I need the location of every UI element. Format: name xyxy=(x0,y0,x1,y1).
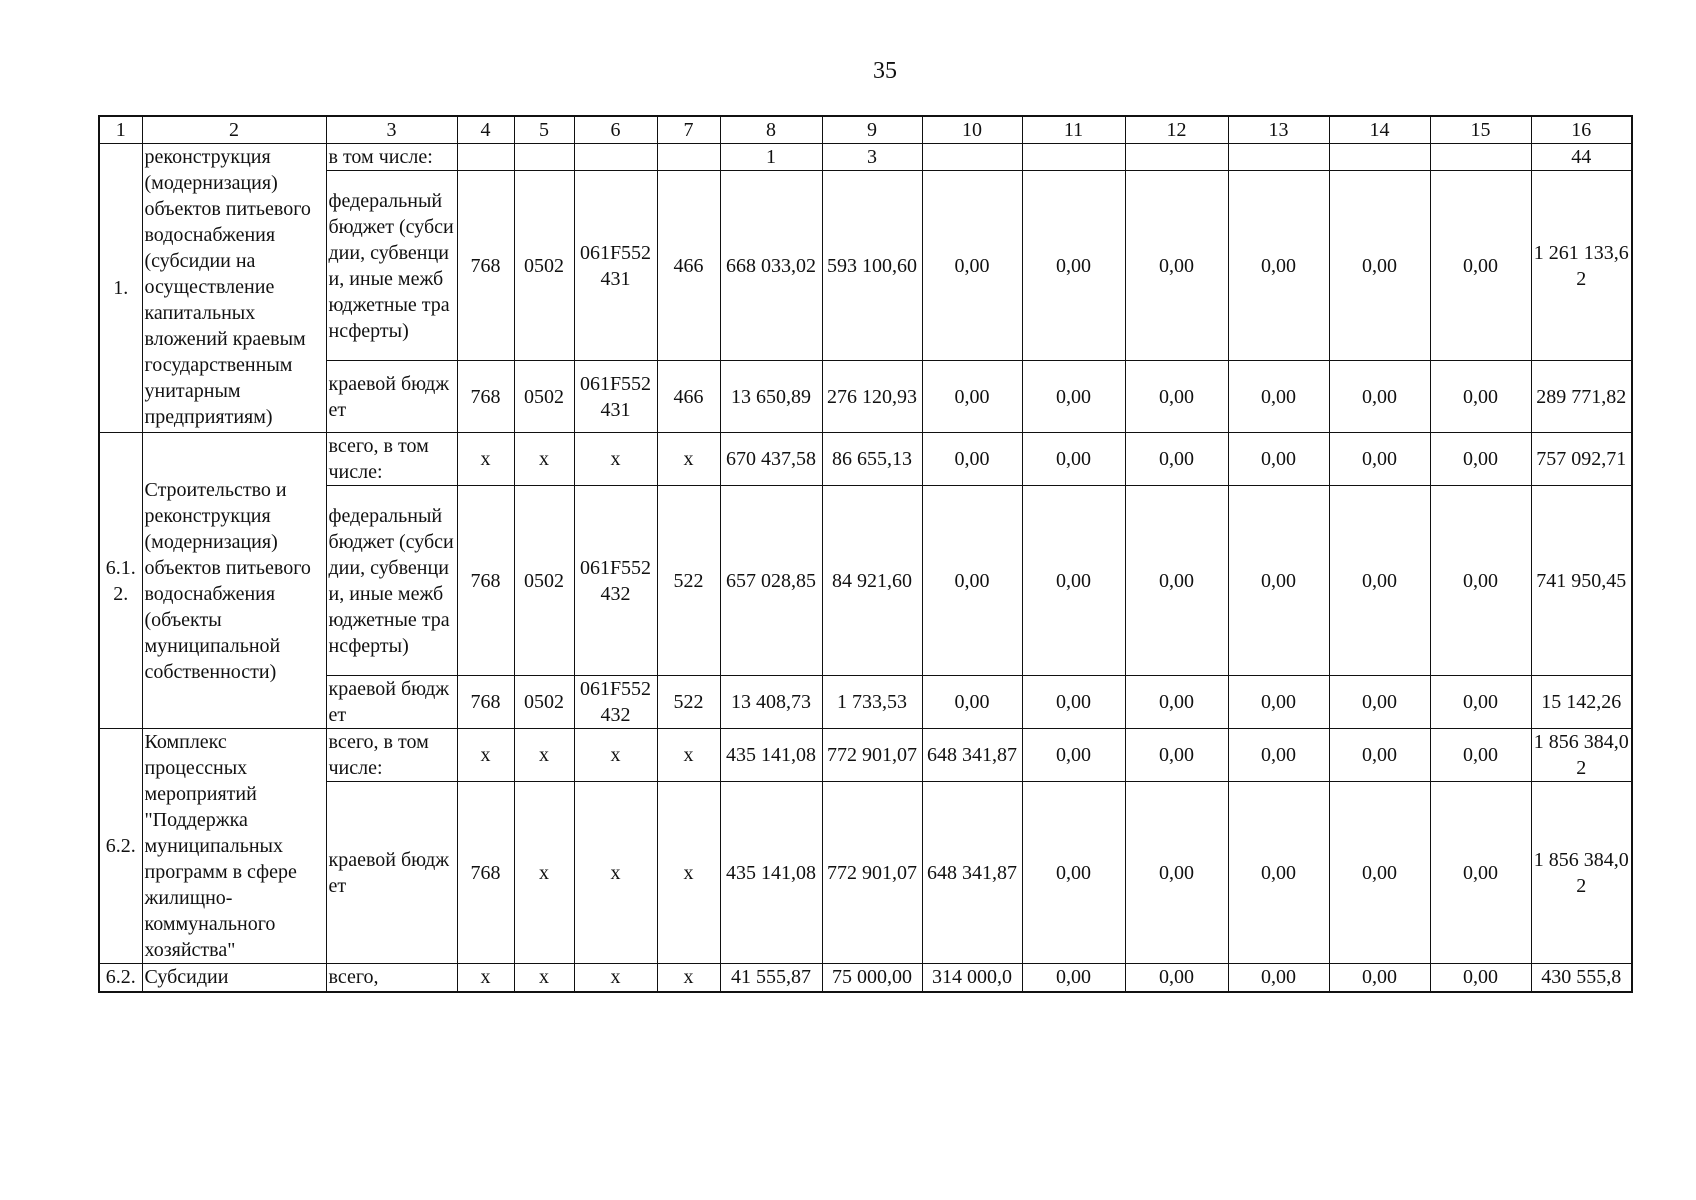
value-cell: 0,00 xyxy=(1125,171,1228,361)
value-cell: х xyxy=(514,964,574,992)
source-cell: краевой бюджет xyxy=(326,361,457,433)
value-cell: 0,00 xyxy=(922,171,1022,361)
header-cell: 4 xyxy=(457,116,514,144)
table-row xyxy=(99,433,1632,486)
value-cell: 0502 xyxy=(514,486,574,676)
value-cell: 1 856 384,02 xyxy=(1531,729,1632,782)
value-cell: 0,00 xyxy=(1125,782,1228,964)
source-cell: в том числе: xyxy=(326,144,457,171)
value-cell: 0,00 xyxy=(1329,171,1430,361)
table-row xyxy=(99,729,1632,782)
value-cell: 0,00 xyxy=(1329,486,1430,676)
value-cell: 0,00 xyxy=(1228,171,1329,361)
value-cell: х xyxy=(574,729,657,782)
value-cell: 061F552431 xyxy=(574,171,657,361)
source-cell: всего, в том числе: xyxy=(326,433,457,486)
value-cell: 0,00 xyxy=(1430,782,1531,964)
value-cell: 668 033,02 xyxy=(720,171,822,361)
value-cell: 0,00 xyxy=(1430,486,1531,676)
value-cell: 0,00 xyxy=(1430,676,1531,729)
item-name: Субсидии xyxy=(142,964,326,992)
source-cell: федеральный бюджет (субсидии, субвенции, иные межбюджетные трансферты) xyxy=(326,486,457,676)
header-cell: 16 xyxy=(1531,116,1632,144)
value-cell: 0,00 xyxy=(1125,486,1228,676)
header-cell: 12 xyxy=(1125,116,1228,144)
value-cell: 593 100,60 xyxy=(822,171,922,361)
header-cell: 11 xyxy=(1022,116,1125,144)
header-cell: 5 xyxy=(514,116,574,144)
value-cell: 657 028,85 xyxy=(720,486,822,676)
row-number: 6.2. xyxy=(99,964,142,992)
value-cell: х xyxy=(657,964,720,992)
header-cell: 3 xyxy=(326,116,457,144)
source-cell: всего, в том числе: xyxy=(326,729,457,782)
value-cell: х xyxy=(574,964,657,992)
value-cell: 1 856 384,02 xyxy=(1531,782,1632,964)
value-cell: 0,00 xyxy=(1228,433,1329,486)
value-cell: 768 xyxy=(457,171,514,361)
value-cell: 435 141,08 xyxy=(720,782,822,964)
value-cell: 435 141,08 xyxy=(720,729,822,782)
value-cell: х xyxy=(457,433,514,486)
item-name: Строительство и реконструкция (модернизация) объектов питьевого водоснабжения (объекты муниципальной собственности) xyxy=(142,433,326,729)
value-cell: 84 921,60 xyxy=(822,486,922,676)
value-cell: 0,00 xyxy=(1022,171,1125,361)
value-cell: 0,00 xyxy=(1430,964,1531,992)
item-name: реконструкция (модернизация) объектов питьевого водоснабжения (субсидии на осуществление капитальных вложений краевым государственным унитарным предприятиям) xyxy=(142,144,326,433)
value-cell: 768 xyxy=(457,361,514,433)
table-row xyxy=(99,144,1632,171)
value-cell: 0,00 xyxy=(1430,361,1531,433)
item-name: Комплекс процессных мероприятий "Поддержка муниципальных программ в сфере жилищно-коммунального хозяйства" xyxy=(142,729,326,964)
table-row xyxy=(99,486,1632,676)
table-row xyxy=(99,782,1632,964)
header-cell: 14 xyxy=(1329,116,1430,144)
value-cell: 0,00 xyxy=(1125,433,1228,486)
header-cell: 1 xyxy=(99,116,142,144)
value-cell: х xyxy=(457,964,514,992)
budget-table xyxy=(98,115,1633,993)
table-row xyxy=(99,171,1632,361)
value-cell: х xyxy=(657,782,720,964)
value-cell: 648 341,87 xyxy=(922,782,1022,964)
value-cell: 0,00 xyxy=(1430,171,1531,361)
header-cell: 7 xyxy=(657,116,720,144)
header-cell: 6 xyxy=(574,116,657,144)
value-cell: 1 xyxy=(720,144,822,171)
row-number: 1. xyxy=(99,144,142,433)
value-cell: 0,00 xyxy=(1022,361,1125,433)
value-cell: 768 xyxy=(457,486,514,676)
value-cell: 0,00 xyxy=(1125,361,1228,433)
source-cell: всего, xyxy=(326,964,457,992)
value-cell: 772 901,07 xyxy=(822,782,922,964)
source-cell: краевой бюджет xyxy=(326,676,457,729)
value-cell: 670 437,58 xyxy=(720,433,822,486)
value-cell: 0,00 xyxy=(922,676,1022,729)
header-cell: 13 xyxy=(1228,116,1329,144)
value-cell: 1 261 133,62 xyxy=(1531,171,1632,361)
value-cell: 0,00 xyxy=(1228,361,1329,433)
value-cell: 061F552432 xyxy=(574,486,657,676)
value-cell: 0,00 xyxy=(922,361,1022,433)
value-cell: 0,00 xyxy=(1228,486,1329,676)
value-cell: х xyxy=(514,729,574,782)
source-cell: федеральный бюджет (субсидии, субвенции, иные межбюджетные трансферты) xyxy=(326,171,457,361)
table-row xyxy=(99,964,1632,992)
value-cell: 0,00 xyxy=(1022,782,1125,964)
value-cell: 466 xyxy=(657,171,720,361)
value-cell: 0,00 xyxy=(1228,676,1329,729)
value-cell: 1 733,53 xyxy=(822,676,922,729)
value-cell: 0,00 xyxy=(1329,964,1430,992)
value-cell: 15 142,26 xyxy=(1531,676,1632,729)
value-cell: 0,00 xyxy=(1022,964,1125,992)
value-cell: 0,00 xyxy=(1228,782,1329,964)
value-cell: 3 xyxy=(822,144,922,171)
value-cell: х xyxy=(457,729,514,782)
value-cell: 0,00 xyxy=(1329,361,1430,433)
value-cell: 0,00 xyxy=(1430,433,1531,486)
header-cell: 8 xyxy=(720,116,822,144)
value-cell: 0,00 xyxy=(922,486,1022,676)
row-number: 6.2. xyxy=(99,729,142,964)
value-cell: 0,00 xyxy=(1022,676,1125,729)
header-cell: 2 xyxy=(142,116,326,144)
value-cell: х xyxy=(574,433,657,486)
value-cell: 314 000,0 xyxy=(922,964,1022,992)
value-cell: 0,00 xyxy=(1022,486,1125,676)
value-cell: х xyxy=(514,782,574,964)
value-cell: 0,00 xyxy=(1430,729,1531,782)
value-cell: 0,00 xyxy=(1022,729,1125,782)
value-cell: 75 000,00 xyxy=(822,964,922,992)
value-cell: 061F552431 xyxy=(574,361,657,433)
value-cell: х xyxy=(657,433,720,486)
header-row xyxy=(99,116,1632,144)
row-number: 6.1.2. xyxy=(99,433,142,729)
value-cell: 289 771,82 xyxy=(1531,361,1632,433)
value-cell: 276 120,93 xyxy=(822,361,922,433)
value-cell: 757 092,71 xyxy=(1531,433,1632,486)
value-cell: х xyxy=(657,729,720,782)
value-cell: 44 xyxy=(1531,144,1632,171)
value-cell: 0,00 xyxy=(1329,729,1430,782)
value-cell: 0502 xyxy=(514,171,574,361)
value-cell: 0,00 xyxy=(922,433,1022,486)
value-cell: 466 xyxy=(657,361,720,433)
page-number: 35 xyxy=(873,58,897,84)
value-cell: х xyxy=(514,433,574,486)
value-cell: х xyxy=(574,782,657,964)
header-cell: 10 xyxy=(922,116,1022,144)
value-cell: 522 xyxy=(657,486,720,676)
value-cell: 061F552432 xyxy=(574,676,657,729)
value-cell: 741 950,45 xyxy=(1531,486,1632,676)
table-row xyxy=(99,676,1632,729)
value-cell: 86 655,13 xyxy=(822,433,922,486)
source-cell: краевой бюджет xyxy=(326,782,457,964)
value-cell: 0,00 xyxy=(1329,782,1430,964)
value-cell: 13 408,73 xyxy=(720,676,822,729)
value-cell: 13 650,89 xyxy=(720,361,822,433)
value-cell: 0,00 xyxy=(1125,964,1228,992)
value-cell: 0,00 xyxy=(1125,676,1228,729)
value-cell: 41 555,87 xyxy=(720,964,822,992)
header-cell: 9 xyxy=(822,116,922,144)
value-cell: 768 xyxy=(457,676,514,729)
value-cell: 0,00 xyxy=(1329,676,1430,729)
value-cell: 0,00 xyxy=(1329,433,1430,486)
value-cell: 0502 xyxy=(514,361,574,433)
value-cell: 768 xyxy=(457,782,514,964)
header-cell: 15 xyxy=(1430,116,1531,144)
table-row xyxy=(99,361,1632,433)
value-cell: 0502 xyxy=(514,676,574,729)
value-cell: 772 901,07 xyxy=(822,729,922,782)
value-cell: 0,00 xyxy=(1125,729,1228,782)
value-cell: 522 xyxy=(657,676,720,729)
value-cell: 0,00 xyxy=(1022,433,1125,486)
value-cell: 430 555,8 xyxy=(1531,964,1632,992)
value-cell: 0,00 xyxy=(1228,964,1329,992)
value-cell: 648 341,87 xyxy=(922,729,1022,782)
value-cell: 0,00 xyxy=(1228,729,1329,782)
